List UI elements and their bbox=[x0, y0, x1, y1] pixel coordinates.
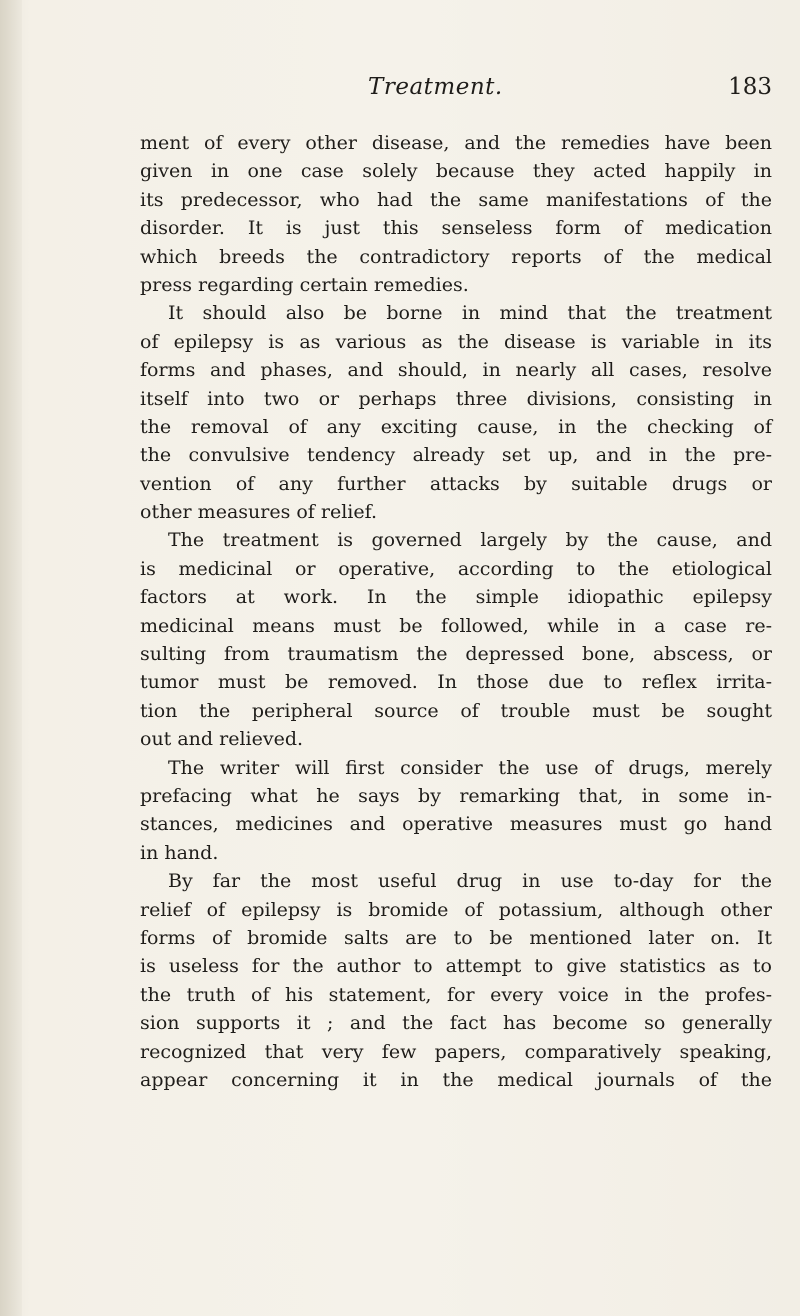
text-line: given in one case solely because they acted happily in bbox=[140, 160, 772, 183]
text-line: which breeds the contradictory reports of the medical bbox=[140, 245, 772, 268]
text-line: its predecessor, who had the same manifestations of the bbox=[140, 188, 772, 211]
text-line: in hand. bbox=[140, 841, 219, 864]
text-line: out and relieved. bbox=[140, 728, 304, 751]
text-line: tumor must be removed. In those due to reflex irrita- bbox=[140, 671, 772, 694]
text-line: The treatment is governed largely by the cause, and bbox=[168, 529, 772, 552]
text-line: the convulsive tendency already set up, and in the pre- bbox=[140, 444, 772, 467]
text-line: itself into two or perhaps three divisions, consisting in bbox=[140, 387, 772, 410]
page-header bbox=[140, 74, 772, 110]
text-line: of epilepsy is as various as the disease is variable in its bbox=[140, 330, 772, 353]
text-line: other measures of relief. bbox=[140, 501, 377, 524]
body-text bbox=[140, 129, 772, 1094]
text-line: sion supports it ; and the fact has become so generally bbox=[140, 1012, 772, 1035]
text-line: ment of every other disease, and the remedies have been bbox=[140, 132, 772, 154]
text-line: recognized that very few papers, comparatively speaking, bbox=[140, 1040, 772, 1063]
running-title: Treatment. bbox=[368, 74, 503, 100]
text-line: appear concerning it in the medical journals of the bbox=[140, 1068, 772, 1091]
text-line: the removal of any exciting cause, in the checking of bbox=[140, 415, 772, 438]
text-line: forms of bromide salts are to be mentioned later on. It bbox=[140, 926, 772, 949]
text-line: tion the peripheral source of trouble must be sought bbox=[140, 699, 772, 722]
text-line: is medicinal or operative, according to the etiological bbox=[140, 557, 772, 580]
text-line: sulting from traumatism the depressed bone, abscess, or bbox=[140, 643, 772, 666]
text-line: vention of any further attacks by suitable drugs or bbox=[140, 472, 772, 495]
page-gutter bbox=[0, 0, 22, 1316]
text-line: prefacing what he says by remarking that, in some in- bbox=[140, 784, 772, 807]
text-line: By far the most useful drug in use to-day for the bbox=[168, 870, 772, 893]
text-line: It should also be borne in mind that the treatment bbox=[168, 302, 772, 325]
text-line: medicinal means must be followed, while in a case re- bbox=[140, 614, 772, 637]
text-line: the truth of his statement, for every voice in the profes- bbox=[140, 983, 772, 1006]
page-number: 183 bbox=[728, 74, 772, 100]
text-line: The writer will first consider the use of drugs, merely bbox=[168, 756, 772, 779]
text-line: forms and phases, and should, in nearly all cases, resolve bbox=[140, 359, 772, 382]
text-line: stances, medicines and operative measures must go hand bbox=[140, 813, 772, 836]
text-line: is useless for the author to attempt to give statistics as to bbox=[140, 955, 772, 978]
text-line: factors at work. In the simple idiopathic epilepsy bbox=[140, 586, 772, 609]
text-line: disorder. It is just this senseless form of medication bbox=[140, 217, 772, 240]
text-line: relief of epilepsy is bromide of potassium, although other bbox=[140, 898, 772, 921]
text-line: press regarding certain remedies. bbox=[140, 273, 469, 296]
